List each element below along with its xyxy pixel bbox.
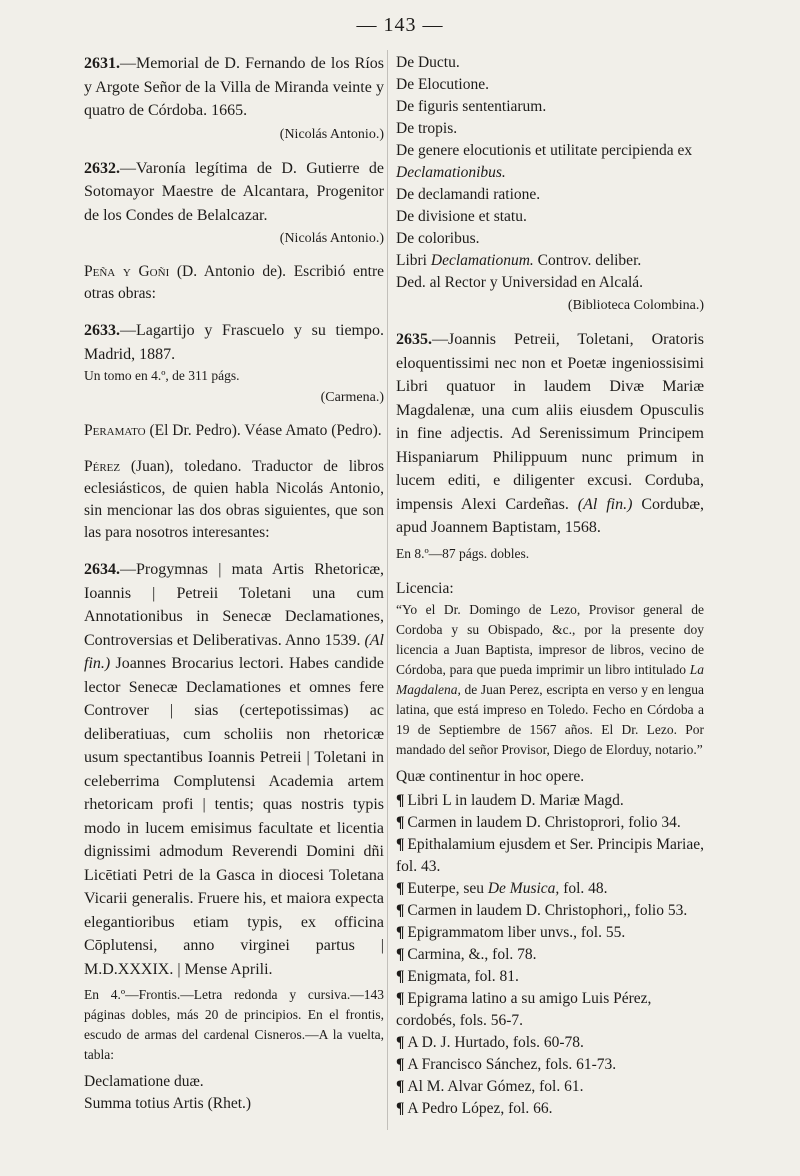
entry-number: 2632. [84, 159, 120, 177]
entry-number: 2631. [84, 55, 120, 72]
contents-heading: Quæ continentur in hoc opere. [396, 767, 585, 785]
column-divider [387, 50, 388, 1130]
list-item-italic: De Musica, [487, 879, 560, 897]
table-line: De Elocutione. [396, 76, 489, 93]
list-item-text: Epigrama latino a su amigo Luis Pérez, cordobés, fols. 56-7. [396, 989, 652, 1029]
entry-2635 [396, 328, 704, 564]
author-pena [84, 261, 384, 305]
left-column [84, 52, 384, 1129]
table-line: De declamandi ratione. [396, 186, 541, 203]
list-item [396, 966, 704, 988]
table-line [396, 250, 704, 272]
right-column [396, 52, 704, 1120]
libri-text: Libri [396, 252, 431, 269]
page-number: — 143 — [356, 14, 444, 36]
entry-source: (Nicolás Antonio.) [279, 126, 384, 142]
licencia-label: Licencia: [396, 579, 454, 597]
entry-number: 2635. [396, 331, 432, 348]
licencia-text [396, 600, 704, 760]
author-name: Peña y Goñi [84, 263, 170, 280]
entry-text: —Joannis Petreii, Toletani, Oratoris eloquentissimi nec non et Poetæ ingeniossisimi Libri quatuor in laudem Divæ Mariæ Magdalenæ, una cum aliis eiusdem Opusculis in fine adjectis. Ad Serenissimum Principem Hispaniarum Philippuum nunc primum in lucem editi, e diligenter excusi. Corduba, impensis Alexi Cardeñas. [396, 331, 704, 513]
list-item-text: Enigmata, fol. 81. [407, 967, 519, 985]
table-line: De tropis. [396, 120, 458, 137]
list-item [396, 790, 704, 812]
licencia-italic: La Magdalena, [396, 661, 704, 697]
pilcrow-icon: ¶ [396, 813, 405, 831]
entry-text-cont: Joannes Brocarius lectori. Habes candide lector Senecæ Declamationes et omnes fere Controver | sias (certepotissimas) ac deliberatiuas, cum scholiis non rhetoricæ usum spectantibus Ioannis Petreii | Toletani in celeberrima Complutensi Academia artem rhetoricam profi | tentis; quas nostris typis modo in lucem emisimus facultate et licentia dignissimi admodum Reverendi Domini dñi Licētiati Petri de la Gasca in diocesi Toletana Vicarii generalis. Fruere his, et maiora expecta elegantioribus etiam typis, ex officina Cōplutensi, anno virginei partus | M.D.XXXIX. | Mense Aprili. [84, 655, 384, 978]
table-line: De coloribus. [396, 230, 480, 247]
table-line-text: De genere elocutionis et utilitate percipienda ex [396, 142, 693, 159]
entry-description: Un tomo en 4.º, de 311 págs. [84, 368, 240, 383]
entry-text: —Lagartijo y Frascuelo y su tiempo. Madrid, 1887. [84, 322, 384, 363]
licencia-text-b: de Juan Perez, escripta en verso y en lengua latina, que está impreso en Toledo. Fecho en Córdoba a 19 de Septiembre de 1567 años. El Dr. Lezo. Por mandado del señor Provisor, Diego de Elorduy, notario.” [396, 681, 704, 757]
entry-number: 2634. [84, 561, 120, 578]
table-line: Declamatione duæ. [84, 1073, 204, 1090]
entry-description: En 8.º—87 págs. dobles. [396, 545, 530, 561]
table-line: De figuris sententiarum. [396, 98, 547, 115]
list-item-text: Epigrammatom liber unvs., fol. 55. [407, 923, 626, 941]
libri-italic: Declamationum. [430, 252, 534, 269]
entry-source: (Biblioteca Colombina.) [567, 298, 704, 313]
list-item-text: Carmina, &., fol. 78. [407, 945, 537, 963]
dedication-line: Ded. al Rector y Universidad en Alcalá. [396, 274, 644, 291]
author-text: (D. Antonio de). Escribió entre otras obras: [84, 263, 384, 302]
entry-text: —Memorial de D. Fernando de los Ríos y Argote Señor de la Villa de Miranda veinte y quatro de Córdoba. 1665. [84, 55, 384, 119]
list-item-text: Euterpe, seu [407, 879, 488, 897]
list-item [396, 1054, 704, 1076]
list-item-text: Epithalamium ejusdem et Ser. Principis Mariae, fol. 43. [396, 835, 704, 875]
pilcrow-icon: ¶ [396, 967, 405, 985]
entry-source: (Carmena.) [320, 390, 384, 405]
entry-number: 2633. [84, 322, 120, 339]
author-text: (Juan), toledano. Traductor de libros eclesiásticos, de quien habla Nicolás Antonio, sin mencionar las dos obras siguientes, que son las para nosotros interesantes: [84, 458, 384, 541]
pilcrow-icon: ¶ [396, 1033, 405, 1051]
pilcrow-icon: ¶ [396, 1099, 405, 1117]
author-name: Peramato [84, 422, 146, 439]
author-name: Pérez [84, 458, 121, 475]
pilcrow-icon: ¶ [396, 879, 405, 897]
list-item-text: A D. J. Hurtado, fols. 60-78. [407, 1033, 584, 1051]
pilcrow-icon: ¶ [396, 791, 405, 809]
author-text: (El Dr. Pedro). Véase Amato (Pedro). [145, 422, 382, 439]
list-item-text: Libri L in laudem D. Mariæ Magd. [407, 791, 624, 809]
table-line: De divisione et statu. [396, 208, 527, 225]
list-item-text: A Pedro López, fol. 66. [407, 1099, 553, 1117]
pilcrow-icon: ¶ [396, 923, 405, 941]
list-item [396, 988, 704, 1032]
list-item-text: A Francisco Sánchez, fols. 61-73. [407, 1055, 617, 1073]
declamationibus: Declamationibus. [396, 164, 506, 181]
entry-2633 [84, 319, 384, 406]
entry-text: —Progymnas | mata Artis Rhetoricæ, Ioannis | Petreii Toletani una cum Annotationibus in Senecæ Declamationes, Controversias et Deliberativas. Anno 1539. [84, 561, 384, 649]
entry-2631 [84, 52, 384, 143]
list-item [396, 922, 704, 944]
author-perez [84, 456, 384, 544]
entry-2634 [84, 558, 384, 1115]
libri-text-cont: Controv. deliber. [533, 252, 642, 269]
list-item-text: Carmen in laudem D. Christophori,, folio 53. [407, 901, 688, 919]
list-item [396, 812, 704, 834]
pilcrow-icon: ¶ [396, 989, 405, 1007]
list-item-text-cont: fol. 48. [559, 879, 608, 897]
list-item [396, 1076, 704, 1098]
list-item [396, 1032, 704, 1054]
author-peramato [84, 420, 384, 442]
pilcrow-icon: ¶ [396, 835, 405, 853]
list-item-text: Carmen in laudem D. Christoprori, folio 34. [407, 813, 681, 831]
al-fin: (Al fin.) [577, 495, 633, 513]
contents-list [396, 790, 704, 1120]
pilcrow-icon: ¶ [396, 901, 405, 919]
table-line: De Ductu. [396, 54, 460, 71]
list-item [396, 900, 704, 922]
list-item [396, 878, 704, 900]
list-item-text: Al M. Alvar Gómez, fol. 61. [407, 1077, 584, 1095]
entry-source: (Nicolás Antonio.) [279, 231, 384, 246]
entry-description: En 4.º—Frontis.—Letra redonda y cursiva.—143 páginas dobles, más 20 de principios. En el frontis, escudo de armas del cardenal Cisneros.—A la vuelta, tabla: [84, 987, 384, 1062]
table-line: Summa totius Artis (Rhet.) [84, 1095, 252, 1112]
entry-text-cont: Cordubæ, apud Joannem Baptistam, 1568. [396, 495, 705, 536]
table-line [396, 140, 704, 184]
pilcrow-icon: ¶ [396, 945, 405, 963]
pilcrow-icon: ¶ [396, 1055, 405, 1073]
entry-2632 [84, 157, 384, 248]
licencia-text-a: “Yo el Dr. Domingo de Lezo, Provisor general de Cordoba y su Obispado, &c., por la presente doy licencia a Juan Baptista, impresor de libros, vecino de Córdoba, para que pueda imprimir un libro intitulado [396, 601, 704, 677]
list-item [396, 1098, 704, 1120]
list-item [396, 834, 704, 878]
entry-text: —Varonía legítima de D. Gutierre de Sotomayor Maestre de Alcantara, Progenitor de los Condes de Belalcazar. [84, 159, 384, 224]
al-fin: (Al fin.) [84, 631, 384, 672]
list-item [396, 944, 704, 966]
pilcrow-icon: ¶ [396, 1077, 405, 1095]
